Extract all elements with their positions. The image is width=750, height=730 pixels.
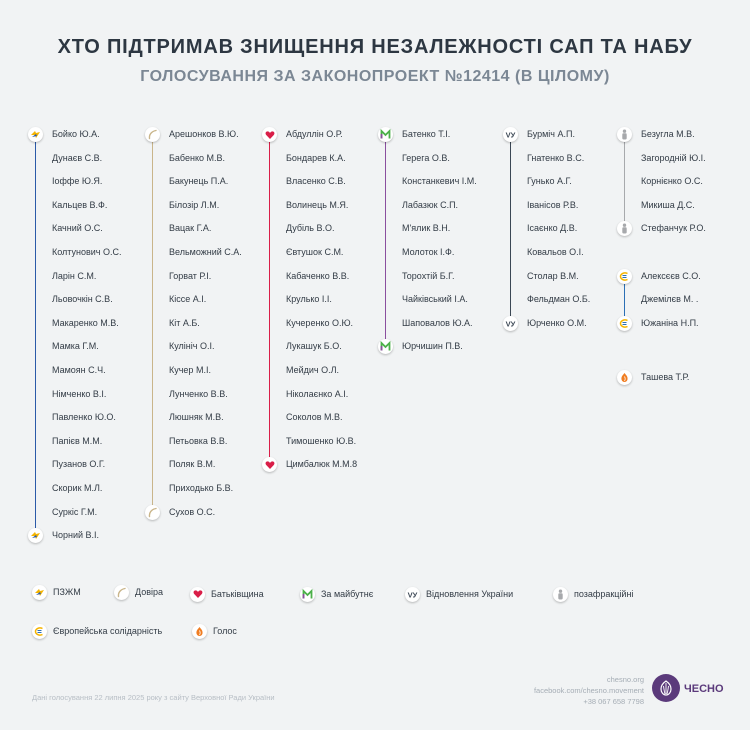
person-icon <box>617 221 632 236</box>
deputy-name: Папієв М.М. <box>52 435 103 446</box>
pzzhm-icon <box>28 528 43 543</box>
legend-label: Відновлення України <box>426 589 514 599</box>
deputy-name: Льовочкін С.В. <box>52 294 113 305</box>
legend-item-za-maibutnie <box>300 585 373 603</box>
deputy-name: Алексєєв С.О. <box>641 270 701 281</box>
dovira-icon <box>145 505 160 520</box>
pzzhm-icon <box>28 127 43 142</box>
deputy-name: М'ялик В.Н. <box>402 223 451 234</box>
za-maibutnie-icon <box>378 339 393 354</box>
deputy-name: Білозір Л.М. <box>169 199 220 210</box>
legend-item-vidnovlennia <box>405 585 513 603</box>
deputy-name: Гунько А.Г. <box>527 176 572 187</box>
contacts-block <box>534 674 644 707</box>
pzzhm-icon <box>32 585 47 600</box>
svg-text:VУ: VУ <box>505 319 516 328</box>
deputy-name: Мамоян С.Ч. <box>52 365 106 375</box>
deputy-name: Южаніна Н.П. <box>641 317 699 328</box>
deputy-name: Кучер М.І. <box>169 365 211 375</box>
deputy-name: Гнатенко В.С. <box>527 152 585 163</box>
euro-icon <box>617 269 632 284</box>
deputy-name: Вацак Г.А. <box>169 223 212 234</box>
deputy-name: Герега О.В. <box>402 152 450 163</box>
deputy-name: Бабенко М.В. <box>169 152 225 163</box>
dovira-icon <box>114 585 129 600</box>
deputy-name: Ніколаєнко А.І. <box>286 388 349 399</box>
deputy-name: Приходько Б.В. <box>169 483 234 493</box>
deputy-name: Власенко С.В. <box>286 176 346 187</box>
deputy-name: Мейдич О.Л. <box>286 365 340 375</box>
svg-text:VУ: VУ <box>407 590 418 599</box>
deputy-name: Кіссе А.І. <box>169 294 207 305</box>
deputy-name: Кучеренко О.Ю. <box>286 317 354 328</box>
legend-label: Голос <box>213 626 237 636</box>
deputy-name: Констанкевич І.М. <box>402 176 477 187</box>
deputy-name: Макаренко М.В. <box>52 317 119 328</box>
deputy-name: Колтунович О.С. <box>52 247 122 257</box>
faction-connector-line <box>269 134 270 464</box>
phone-number: +38 067 658 7798 <box>583 697 644 706</box>
deputy-name: Німченко В.І. <box>52 388 107 399</box>
deputy-name: Абдуллін О.Р. <box>286 129 343 139</box>
deputy-name: Столар В.М. <box>527 270 579 281</box>
deputy-name: Юрчишин П.В. <box>402 341 463 352</box>
deputy-name: Молоток І.Ф. <box>402 247 455 257</box>
dovira-icon <box>145 127 160 142</box>
deputy-name: Дубіль В.О. <box>286 223 335 234</box>
chesno-logo-icon <box>652 674 680 702</box>
legend-item-dovira <box>114 583 163 601</box>
legend-item-batkivshchyna <box>190 585 264 603</box>
deputy-name: Ларін С.М. <box>52 270 97 281</box>
deputy-name: Батенко Т.І. <box>402 129 451 139</box>
data-source-note: Дані голосування 22 липня 2025 року з сайту Верховної Ради України <box>32 693 275 702</box>
deputy-name: Бондарев К.А. <box>286 152 346 163</box>
deputy-name: Кіт А.Б. <box>169 317 200 328</box>
deputy-name: Крулько І.І. <box>286 294 332 305</box>
heart-icon <box>190 587 205 602</box>
faction-connector-line <box>624 134 625 228</box>
za-maibutnie-icon <box>300 587 315 602</box>
deputy-name: Джемілєв М. . <box>641 294 699 305</box>
deputy-name: Іванісов Р.В. <box>527 199 579 210</box>
vu-icon <box>503 316 518 331</box>
deputy-name: Петьовка В.В. <box>169 435 228 446</box>
holos-icon <box>192 624 207 639</box>
legend-label: За майбутнє <box>321 589 374 599</box>
faction-connector-line <box>35 134 36 535</box>
deputy-name: Лабазюк С.П. <box>402 199 459 210</box>
deputy-name: Юрченко О.М. <box>527 317 587 328</box>
deputy-name: Тимошенко Ю.В. <box>286 435 357 446</box>
legend-item-yevrosolidarnist <box>32 622 162 640</box>
deputy-name: Чайківський І.А. <box>402 294 468 305</box>
legend-item-pzzhm <box>32 583 81 601</box>
holos-icon <box>617 370 632 385</box>
deputy-name: Іоффе Ю.Я. <box>52 176 103 187</box>
euro-icon <box>32 624 47 639</box>
legend-item-holos <box>192 622 237 640</box>
deputy-name: Павленко Ю.О. <box>52 412 116 423</box>
svg-text:VУ: VУ <box>505 130 516 139</box>
deputy-name: Ісаєнко Д.В. <box>527 223 578 234</box>
za-maibutnie-icon <box>378 127 393 142</box>
deputy-name: Пузанов О.Г. <box>52 459 106 470</box>
deputy-name: Корнієнко О.С. <box>641 176 703 187</box>
deputy-name: Арешонков В.Ю. <box>169 129 239 139</box>
deputy-name: Чорний В.І. <box>52 530 100 541</box>
deputy-name: Євтушок С.М. <box>286 247 344 257</box>
faction-connector-line <box>385 134 386 346</box>
deputy-name: Кабаченко В.В. <box>286 270 350 281</box>
deputy-name: Лукашук Б.О. <box>286 341 342 352</box>
deputy-name: Бакунець П.А. <box>169 176 229 187</box>
deputy-name: Загородній Ю.І. <box>641 152 706 163</box>
deputy-name: Лунченко В.В. <box>169 388 228 399</box>
person-icon <box>617 127 632 142</box>
deputy-name: Мамка Г.М. <box>52 341 99 352</box>
page-subtitle: ГОЛОСУВАННЯ ЗА ЗАКОНОПРОЕКТ №12414 (В ЦІЛОМУ) <box>140 68 610 85</box>
legend-label: Батьківщина <box>211 589 264 599</box>
deputy-name: Люшняк М.В. <box>169 412 224 423</box>
deputy-name: Вельможний С.А. <box>169 247 242 257</box>
site-link[interactable]: chesno.org <box>606 675 644 684</box>
deputy-name: Ташева Т.Р. <box>641 372 690 383</box>
deputy-name: Дунаєв С.В. <box>52 152 103 163</box>
deputy-name: Волинець М.Я. <box>286 199 349 210</box>
legend-label: позафракційні <box>574 589 634 599</box>
person-icon <box>553 587 568 602</box>
deputy-name: Сухов О.С. <box>169 506 216 517</box>
euro-icon <box>617 316 632 331</box>
deputy-name: Микиша Д.С. <box>641 199 695 210</box>
vu-icon <box>405 587 420 602</box>
deputy-name: Ковальов О.І. <box>527 247 584 257</box>
page-title: ХТО ПІДТРИМАВ ЗНИЩЕННЯ НЕЗАЛЕЖНОСТІ САП ТА НАБУ <box>57 36 693 58</box>
deputy-name: Качний О.С. <box>52 223 103 234</box>
legend-item-pozafraktsiini <box>553 585 633 603</box>
deputy-name: Фельдман О.Б. <box>527 294 591 305</box>
faction-connector-line <box>152 134 153 512</box>
deputy-name: Шаповалов Ю.А. <box>402 317 473 328</box>
deputy-name: Бурміч А.П. <box>527 129 575 139</box>
deputy-name: Безугла М.В. <box>641 129 695 139</box>
deputy-name: Соколов М.В. <box>286 412 343 423</box>
deputy-name: Поляк В.М. <box>169 459 216 470</box>
legend-label: ПЗЖМ <box>53 587 81 597</box>
deputy-name: Торохтій Б.Г. <box>402 270 455 281</box>
deputy-name: Горват Р.І. <box>169 270 212 281</box>
deputy-name: Цимбалюк М.М.8 <box>286 459 358 470</box>
deputy-name: Кулініч О.І. <box>169 341 215 352</box>
deputy-name: Стефанчук Р.О. <box>641 223 706 234</box>
vu-icon <box>503 127 518 142</box>
deputy-name: Суркіс Г.М. <box>52 506 98 517</box>
deputy-name: Скорик М.Л. <box>52 483 103 493</box>
legend-label: Європейська солідарність <box>53 626 163 636</box>
faction-connector-line <box>510 134 511 323</box>
legend-label: Довіра <box>135 587 163 597</box>
heart-icon <box>262 127 277 142</box>
facebook-link[interactable]: facebook.com/chesno.movement <box>533 686 644 695</box>
deputy-name: Кальцев В.Ф. <box>52 199 108 210</box>
heart-icon <box>262 457 277 472</box>
chesno-logo-text: ЧЕСНО <box>684 683 724 695</box>
deputy-name: Бойко Ю.А. <box>52 129 100 139</box>
